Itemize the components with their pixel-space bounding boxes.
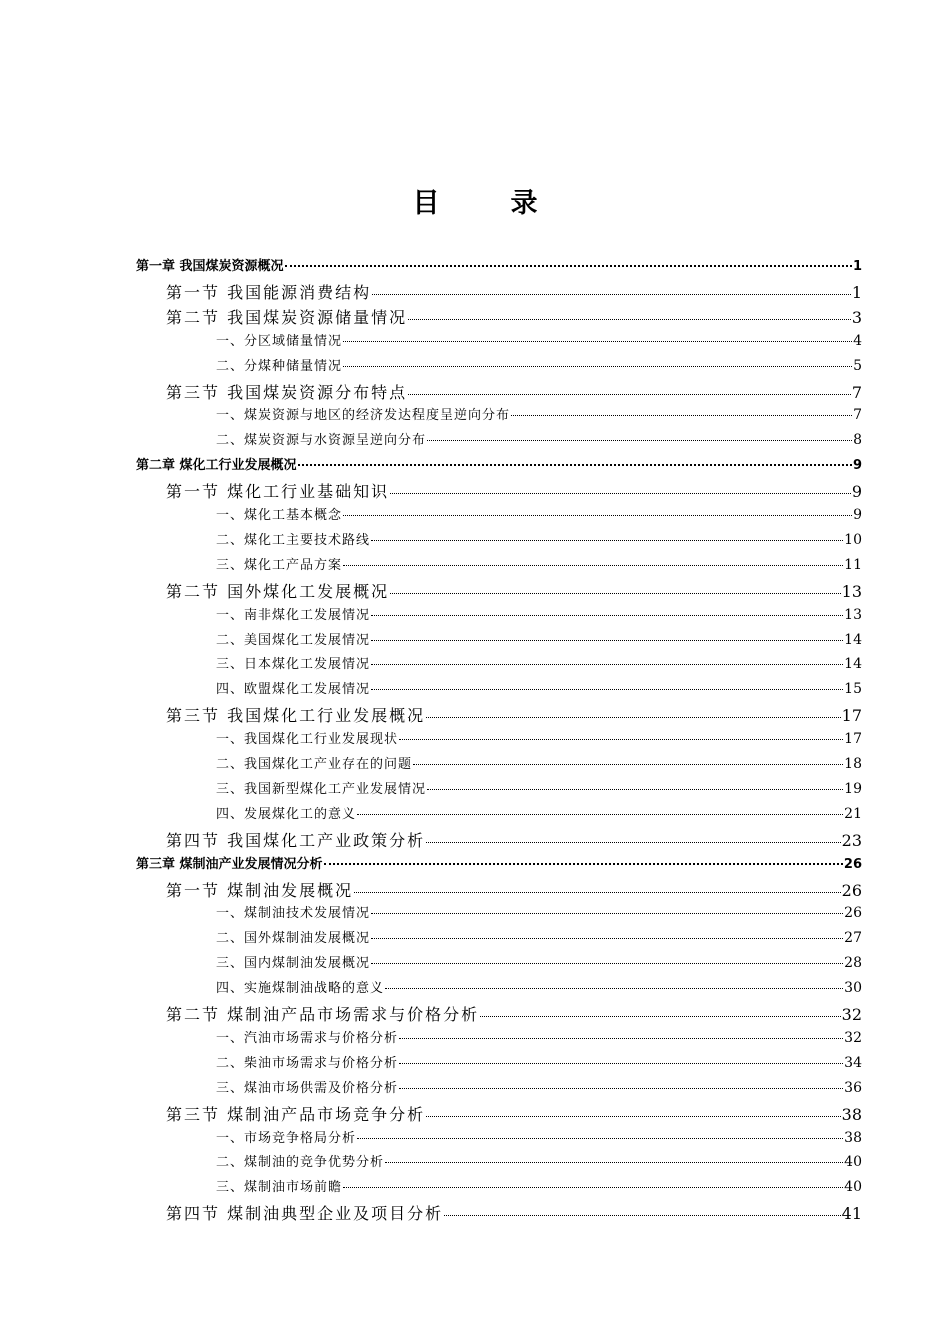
dot-leader (399, 1038, 843, 1039)
toc-page-number: 32 (841, 1005, 862, 1024)
toc-subsection-entry[interactable] (216, 1176, 862, 1195)
toc-section-entry[interactable] (166, 380, 862, 403)
toc-entry-label: 第三节 我国煤化工行业发展概况 (166, 706, 426, 726)
toc-entry-label: 二、分煤种储量情况 (216, 358, 343, 374)
toc-entry-label: 第三节 我国煤炭资源分布特点 (166, 382, 408, 402)
toc-page-number: 26 (841, 880, 862, 900)
toc-section-entry[interactable] (166, 1002, 862, 1025)
toc-entry-label: 三、国内煤制油发展概况 (216, 956, 371, 972)
toc-page-number: 15 (844, 681, 862, 698)
toc-page-number: 7 (851, 382, 862, 402)
toc-section-entry[interactable] (166, 579, 862, 602)
toc-entry-label: 第一节 煤制油发展概况 (166, 880, 354, 900)
toc-page-number: 11 (844, 556, 862, 573)
dot-leader (426, 842, 841, 843)
toc-section-entry[interactable] (166, 878, 862, 901)
toc-chapter-entry[interactable] (136, 853, 862, 872)
toc-subsection-entry[interactable] (216, 678, 862, 697)
toc-entry-label: 二、美国煤化工发展情况 (216, 632, 371, 648)
toc-subsection-entry[interactable] (216, 330, 862, 349)
dot-leader (371, 963, 843, 964)
toc-page-number: 1 (852, 259, 862, 274)
toc-subsection-entry[interactable] (216, 902, 862, 921)
dot-leader (357, 814, 843, 815)
dot-leader (343, 366, 852, 367)
toc-entry-label: 第一章 我国煤炭资源概况 (136, 259, 284, 274)
toc-section-entry[interactable] (166, 305, 862, 328)
toc-page-number: 30 (844, 980, 862, 997)
dot-leader (426, 1116, 841, 1117)
dot-leader (343, 1187, 843, 1188)
toc-section-entry[interactable] (166, 280, 862, 303)
toc-entry-label: 第一节 煤化工行业基础知识 (166, 482, 390, 502)
toc-page-number: 40 (844, 1154, 862, 1171)
toc-page-number: 23 (841, 830, 862, 850)
toc-subsection-entry[interactable] (216, 1151, 862, 1170)
toc-entry-label: 一、煤化工基本概念 (216, 508, 343, 523)
dot-leader (371, 615, 843, 616)
dot-leader (343, 565, 843, 566)
toc-subsection-entry[interactable] (216, 554, 862, 573)
toc-entry-label: 第二节 我国煤炭资源储量情况 (166, 307, 408, 327)
dot-leader (427, 789, 843, 790)
toc-entry-label: 第二章 煤化工行业发展概况 (136, 458, 297, 474)
dot-leader (371, 938, 843, 939)
dot-leader (427, 440, 852, 441)
toc-page-number: 9 (851, 482, 862, 502)
toc-section-entry[interactable] (166, 479, 862, 502)
toc-subsection-entry[interactable] (216, 753, 862, 772)
toc-subsection-entry[interactable] (216, 529, 862, 548)
dot-leader (354, 892, 841, 893)
toc-entry-label: 第二节 煤制油产品市场需求与价格分析 (166, 1005, 480, 1024)
toc-subsection-entry[interactable] (216, 1077, 862, 1096)
toc-page-number: 19 (844, 780, 862, 797)
toc-chapter-entry[interactable] (136, 255, 862, 274)
toc-page-number: 14 (844, 656, 862, 673)
toc-subsection-entry[interactable] (216, 355, 862, 374)
toc-entry-label: 第四节 我国煤化工产业政策分析 (166, 830, 426, 850)
dot-leader (371, 540, 843, 541)
toc-page-number: 32 (844, 1029, 862, 1046)
toc-entry-label: 第三章 煤制油产业发展情况分析 (136, 856, 323, 872)
page-title: 目 录 (412, 188, 560, 219)
toc-entry-label: 一、煤制油技术发展情况 (216, 906, 371, 922)
dot-leader (480, 1016, 841, 1017)
toc-chapter-entry[interactable] (136, 454, 862, 473)
toc-page-number: 4 (853, 332, 862, 349)
toc-entry-label: 第一节 我国能源消费结构 (166, 282, 372, 302)
toc-subsection-entry[interactable] (216, 803, 862, 822)
toc-subsection-entry[interactable] (216, 504, 862, 523)
toc-page-number: 26 (843, 856, 862, 872)
dot-leader (371, 913, 843, 914)
toc-page-number: 3 (851, 307, 862, 327)
toc-section-entry[interactable] (166, 1102, 862, 1125)
toc-entry-label: 二、煤炭资源与水资源呈逆向分布 (216, 433, 427, 449)
toc-entry-label: 四、发展煤化工的意义 (216, 806, 357, 822)
toc-section-entry[interactable] (166, 703, 862, 726)
dot-leader (413, 764, 843, 765)
toc-entry-label: 三、煤化工产品方案 (216, 557, 343, 573)
dot-leader (511, 415, 852, 416)
dot-leader (298, 464, 852, 466)
toc-subsection-entry[interactable] (216, 429, 862, 448)
toc-page-number: 17 (844, 731, 862, 748)
toc-entry-label: 二、国外煤制油发展概况 (216, 931, 371, 947)
toc-subsection-entry[interactable] (216, 404, 862, 423)
toc-page-number: 34 (844, 1054, 862, 1071)
toc-page-number: 13 (841, 581, 862, 601)
dot-leader (324, 863, 843, 865)
toc-page-number: 1 (851, 282, 862, 302)
toc-subsection-entry[interactable] (216, 778, 862, 797)
toc-page-number: 21 (844, 805, 862, 822)
toc-entry-label: 第四节 煤制油典型企业及项目分析 (166, 1204, 444, 1224)
toc-entry-label: 第二节 国外煤化工发展概况 (166, 581, 390, 601)
toc-subsection-entry[interactable] (216, 1127, 862, 1146)
dot-leader (372, 294, 851, 295)
toc-page-number: 17 (841, 706, 862, 726)
dot-leader (444, 1215, 841, 1216)
dot-leader (385, 988, 843, 989)
toc-page-number: 40 (844, 1179, 862, 1196)
toc-entry-label: 二、煤制油的竞争优势分析 (216, 1155, 385, 1171)
toc-page-number: 26 (844, 905, 862, 922)
toc-subsection-entry[interactable] (216, 728, 862, 747)
toc-entry-label: 一、煤炭资源与地区的经济发达程度呈逆向分布 (216, 408, 511, 424)
toc-entry-label: 二、我国煤化工产业存在的问题 (216, 757, 413, 772)
toc-subsection-entry[interactable] (216, 1027, 862, 1046)
dot-leader (285, 265, 852, 267)
toc-entry-label: 第三节 煤制油产品市场竞争分析 (166, 1104, 426, 1124)
toc-entry-label: 一、分区域储量情况 (216, 333, 343, 349)
dot-leader (399, 1088, 843, 1089)
toc-entry-label: 四、实施煤制油战略的意义 (216, 981, 385, 997)
dot-leader (357, 1138, 843, 1139)
dot-leader (371, 664, 843, 665)
toc-page-number: 18 (844, 756, 862, 772)
toc-section-entry[interactable] (166, 828, 862, 851)
dot-leader (371, 640, 843, 641)
dot-leader (390, 493, 851, 494)
toc-entry-label: 三、我国新型煤化工产业发展情况 (216, 781, 427, 797)
toc-entry-label: 一、汽油市场需求与价格分析 (216, 1030, 399, 1046)
dot-leader (385, 1162, 843, 1163)
toc-entry-label: 一、我国煤化工行业发展现状 (216, 732, 399, 748)
toc-page-number: 10 (844, 531, 862, 548)
dot-leader (426, 717, 841, 718)
dot-leader (390, 593, 841, 594)
toc-subsection-entry[interactable] (216, 977, 862, 996)
toc-page-number: 38 (844, 1129, 862, 1146)
toc-subsection-entry[interactable] (216, 653, 862, 672)
toc-page-number: 14 (844, 631, 862, 648)
dot-leader (399, 1063, 843, 1064)
toc-entry-label: 三、煤油市场供需及价格分析 (216, 1080, 399, 1096)
dot-leader (371, 689, 843, 690)
toc-subsection-entry[interactable] (216, 927, 862, 946)
toc-entry-label: 三、日本煤化工发展情况 (216, 657, 371, 673)
toc-page-number: 38 (841, 1104, 862, 1124)
dot-leader (408, 319, 851, 320)
toc-page-number: 7 (853, 407, 862, 424)
toc-page-number: 8 (853, 432, 862, 449)
toc-page-number: 28 (844, 955, 862, 972)
toc-page-number: 27 (844, 930, 862, 947)
toc-page-number: 13 (844, 606, 862, 623)
toc-subsection-entry[interactable] (216, 629, 862, 648)
dot-leader (399, 739, 843, 740)
toc-subsection-entry[interactable] (216, 952, 862, 971)
toc-entry-label: 四、欧盟煤化工发展情况 (216, 682, 371, 698)
toc-page-number: 36 (844, 1079, 862, 1096)
toc-subsection-entry[interactable] (216, 604, 862, 623)
dot-leader (408, 394, 851, 395)
dot-leader (343, 341, 852, 342)
toc-section-entry[interactable] (166, 1201, 862, 1224)
toc-entry-label: 一、南非煤化工发展情况 (216, 607, 371, 623)
toc-subsection-entry[interactable] (216, 1052, 862, 1071)
toc-page-number: 9 (852, 458, 862, 474)
toc-entry-label: 二、柴油市场需求与价格分析 (216, 1055, 399, 1071)
toc-page-number: 41 (841, 1204, 862, 1224)
toc-entry-label: 一、市场竞争格局分析 (216, 1130, 357, 1146)
toc-entry-label: 三、煤制油市场前瞻 (216, 1180, 343, 1196)
toc-page-number: 5 (853, 357, 862, 374)
toc-page-number: 9 (853, 507, 862, 523)
dot-leader (343, 515, 852, 516)
toc-entry-label: 二、煤化工主要技术路线 (216, 532, 371, 548)
